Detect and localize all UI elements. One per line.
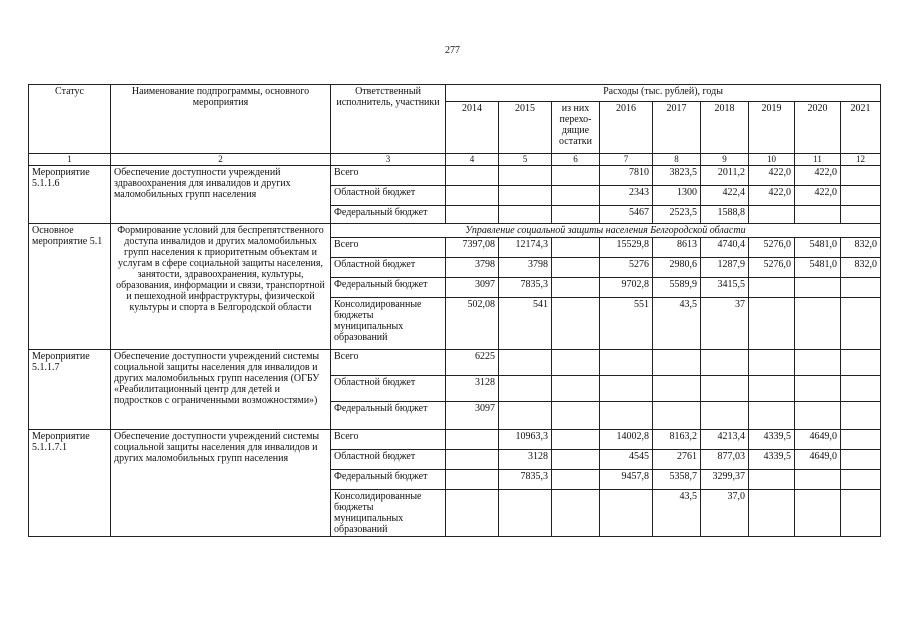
source-cell: Федеральный бюджет (331, 402, 446, 430)
value-cell: 4649,0 (795, 450, 841, 470)
value-cell: 8163,2 (653, 430, 701, 450)
value-cell (499, 206, 552, 224)
table-row (29, 350, 881, 376)
value-cell: 541 (499, 298, 552, 350)
value-cell (841, 298, 881, 350)
value-cell: 551 (600, 298, 653, 350)
header-year-3: 2016 (600, 102, 653, 154)
value-cell: 12174,3 (499, 238, 552, 258)
value-cell (841, 278, 881, 298)
value-cell (552, 350, 600, 376)
source-cell: Федеральный бюджет (331, 206, 446, 224)
value-cell (749, 206, 795, 224)
header-year-8: 2021 (841, 102, 881, 154)
value-cell (446, 490, 499, 537)
value-cell: 5481,0 (795, 258, 841, 278)
source-cell: Областной бюджет (331, 258, 446, 278)
header-year-1: 2015 (499, 102, 552, 154)
value-cell (749, 470, 795, 490)
value-cell: 4339,5 (749, 450, 795, 470)
value-cell: 8613 (653, 238, 701, 258)
header-status: Статус (29, 85, 111, 154)
value-cell: 3128 (499, 450, 552, 470)
agency-row (29, 224, 881, 238)
value-cell: 15529,8 (600, 238, 653, 258)
value-cell (552, 258, 600, 278)
value-cell (552, 450, 600, 470)
value-cell (795, 490, 841, 537)
value-cell (600, 350, 653, 376)
header-name: Наименование подпрограммы, основного мероприятия (111, 85, 331, 154)
value-cell (552, 470, 600, 490)
column-number: 2 (111, 154, 331, 166)
value-cell (499, 402, 552, 430)
value-cell (795, 206, 841, 224)
header-year-6: 2019 (749, 102, 795, 154)
value-cell (795, 470, 841, 490)
value-cell (653, 402, 701, 430)
value-cell: 2343 (600, 186, 653, 206)
value-cell: 3097 (446, 278, 499, 298)
value-cell (841, 166, 881, 186)
name-cell: Обеспечение доступности учреждений системы социальной защиты населения для инвалидов и других маломобильных групп населения (ОГБУ «Реабилитационный центр для детей и подростков с ограниченными возможностями») (111, 350, 331, 430)
page-number: 277 (445, 45, 460, 56)
value-cell: 7835,3 (499, 278, 552, 298)
value-cell (446, 450, 499, 470)
source-cell: Всего (331, 166, 446, 186)
source-cell: Консолидированные бюджеты муниципальных образований (331, 490, 446, 537)
value-cell (499, 490, 552, 537)
value-cell (841, 186, 881, 206)
value-cell: 4740,4 (701, 238, 749, 258)
status-cell: Мероприятие 5.1.1.7 (29, 350, 111, 430)
value-cell: 422,0 (795, 186, 841, 206)
value-cell: 7835,3 (499, 470, 552, 490)
value-cell (653, 350, 701, 376)
value-cell: 5589,9 (653, 278, 701, 298)
value-cell (653, 376, 701, 402)
value-cell (446, 430, 499, 450)
value-cell: 6225 (446, 350, 499, 376)
column-number: 3 (331, 154, 446, 166)
value-cell (795, 376, 841, 402)
source-cell: Федеральный бюджет (331, 470, 446, 490)
value-cell (841, 490, 881, 537)
value-cell (795, 298, 841, 350)
value-cell: 3823,5 (653, 166, 701, 186)
value-cell (499, 376, 552, 402)
value-cell (795, 278, 841, 298)
header-year-0: 2014 (446, 102, 499, 154)
header-year-5: 2018 (701, 102, 749, 154)
header-responsible: Ответственный исполнитель, участники (331, 85, 446, 154)
column-number: 12 (841, 154, 881, 166)
value-cell (552, 238, 600, 258)
source-cell: Всего (331, 238, 446, 258)
value-cell: 502,08 (446, 298, 499, 350)
value-cell (552, 166, 600, 186)
value-cell (795, 350, 841, 376)
value-cell (552, 278, 600, 298)
value-cell: 832,0 (841, 238, 881, 258)
value-cell (600, 490, 653, 537)
column-number: 4 (446, 154, 499, 166)
source-cell: Федеральный бюджет (331, 278, 446, 298)
column-number: 8 (653, 154, 701, 166)
value-cell (600, 402, 653, 430)
status-cell: Мероприятие 5.1.1.6 (29, 166, 111, 224)
value-cell: 5276,0 (749, 258, 795, 278)
source-cell: Областной бюджет (331, 376, 446, 402)
status-cell: Мероприятие 5.1.1.7.1 (29, 430, 111, 537)
value-cell (499, 166, 552, 186)
header-year-4: 2017 (653, 102, 701, 154)
value-cell (749, 490, 795, 537)
value-cell: 4339,5 (749, 430, 795, 450)
value-cell (749, 278, 795, 298)
value-cell (446, 166, 499, 186)
value-cell: 1300 (653, 186, 701, 206)
column-number: 9 (701, 154, 749, 166)
table-row (29, 430, 881, 450)
name-cell: Формирование условий для беспрепятственного доступа инвалидов и других маломобильных групп населения к приоритетным объектам и услугам в сфере социальной защиты населения, занятости, здравоохранения, культуры, образования, информации и связи, транспортной и пешеходной инфраструктуры, физической культуры и спорта в Белгородской области (111, 224, 331, 350)
source-cell: Областной бюджет (331, 450, 446, 470)
value-cell (552, 376, 600, 402)
value-cell: 4649,0 (795, 430, 841, 450)
source-cell: Консолидированные бюджеты муниципальных образований (331, 298, 446, 350)
column-number: 5 (499, 154, 552, 166)
value-cell: 5276,0 (749, 238, 795, 258)
table-row (29, 166, 881, 186)
header-year-2: из них перехо-дящие остатки (552, 102, 600, 154)
value-cell (749, 350, 795, 376)
value-cell: 43,5 (653, 490, 701, 537)
source-cell: Всего (331, 430, 446, 450)
value-cell: 877,03 (701, 450, 749, 470)
value-cell (841, 402, 881, 430)
value-cell (841, 206, 881, 224)
value-cell: 4545 (600, 450, 653, 470)
value-cell: 9457,8 (600, 470, 653, 490)
value-cell (600, 376, 653, 402)
value-cell: 5358,7 (653, 470, 701, 490)
agency-cell: Управление социальной защиты населения Белгородской области (331, 224, 881, 238)
column-number: 6 (552, 154, 600, 166)
value-cell: 3299,37 (701, 470, 749, 490)
value-cell (499, 186, 552, 206)
value-cell: 2523,5 (653, 206, 701, 224)
value-cell (841, 376, 881, 402)
value-cell: 2761 (653, 450, 701, 470)
status-cell: Основное мероприятие 5.1 (29, 224, 111, 350)
value-cell (552, 402, 600, 430)
value-cell: 10963,3 (499, 430, 552, 450)
value-cell (701, 376, 749, 402)
value-cell (552, 186, 600, 206)
value-cell: 14002,8 (600, 430, 653, 450)
column-number: 1 (29, 154, 111, 166)
value-cell: 422,0 (795, 166, 841, 186)
value-cell (795, 402, 841, 430)
value-cell (446, 470, 499, 490)
value-cell: 3128 (446, 376, 499, 402)
value-cell (701, 402, 749, 430)
value-cell: 5481,0 (795, 238, 841, 258)
value-cell: 3798 (446, 258, 499, 278)
value-cell: 5467 (600, 206, 653, 224)
value-cell (552, 430, 600, 450)
value-cell: 7810 (600, 166, 653, 186)
value-cell (749, 402, 795, 430)
value-cell (701, 350, 749, 376)
value-cell (446, 206, 499, 224)
value-cell (552, 298, 600, 350)
value-cell: 3798 (499, 258, 552, 278)
budget-table (28, 84, 881, 537)
value-cell: 3415,5 (701, 278, 749, 298)
value-cell: 43,5 (653, 298, 701, 350)
value-cell: 422,4 (701, 186, 749, 206)
value-cell (749, 298, 795, 350)
value-cell: 832,0 (841, 258, 881, 278)
value-cell (499, 350, 552, 376)
value-cell: 5276 (600, 258, 653, 278)
column-number: 10 (749, 154, 795, 166)
name-cell: Обеспечение доступности учреждений здравоохранения для инвалидов и других маломобильных групп населения (111, 166, 331, 224)
value-cell: 37,0 (701, 490, 749, 537)
header-expenses: Расходы (тыс. рублей), годы (446, 85, 881, 102)
value-cell (749, 376, 795, 402)
header-year-7: 2020 (795, 102, 841, 154)
source-cell: Областной бюджет (331, 186, 446, 206)
value-cell: 7397,08 (446, 238, 499, 258)
value-cell (841, 450, 881, 470)
value-cell: 4213,4 (701, 430, 749, 450)
column-number: 11 (795, 154, 841, 166)
value-cell (841, 430, 881, 450)
value-cell: 1588,8 (701, 206, 749, 224)
value-cell: 2011,2 (701, 166, 749, 186)
value-cell: 422,0 (749, 186, 795, 206)
value-cell: 422,0 (749, 166, 795, 186)
value-cell (552, 490, 600, 537)
value-cell (446, 186, 499, 206)
value-cell: 1287,9 (701, 258, 749, 278)
value-cell: 2980,6 (653, 258, 701, 278)
value-cell (552, 206, 600, 224)
value-cell: 9702,8 (600, 278, 653, 298)
source-cell: Всего (331, 350, 446, 376)
value-cell: 3097 (446, 402, 499, 430)
column-number: 7 (600, 154, 653, 166)
name-cell: Обеспечение доступности учреждений системы социальной защиты населения для инвалидов и других маломобильных групп населения (111, 430, 331, 537)
value-cell (841, 470, 881, 490)
value-cell (841, 350, 881, 376)
column-number-row (29, 154, 881, 166)
value-cell: 37 (701, 298, 749, 350)
